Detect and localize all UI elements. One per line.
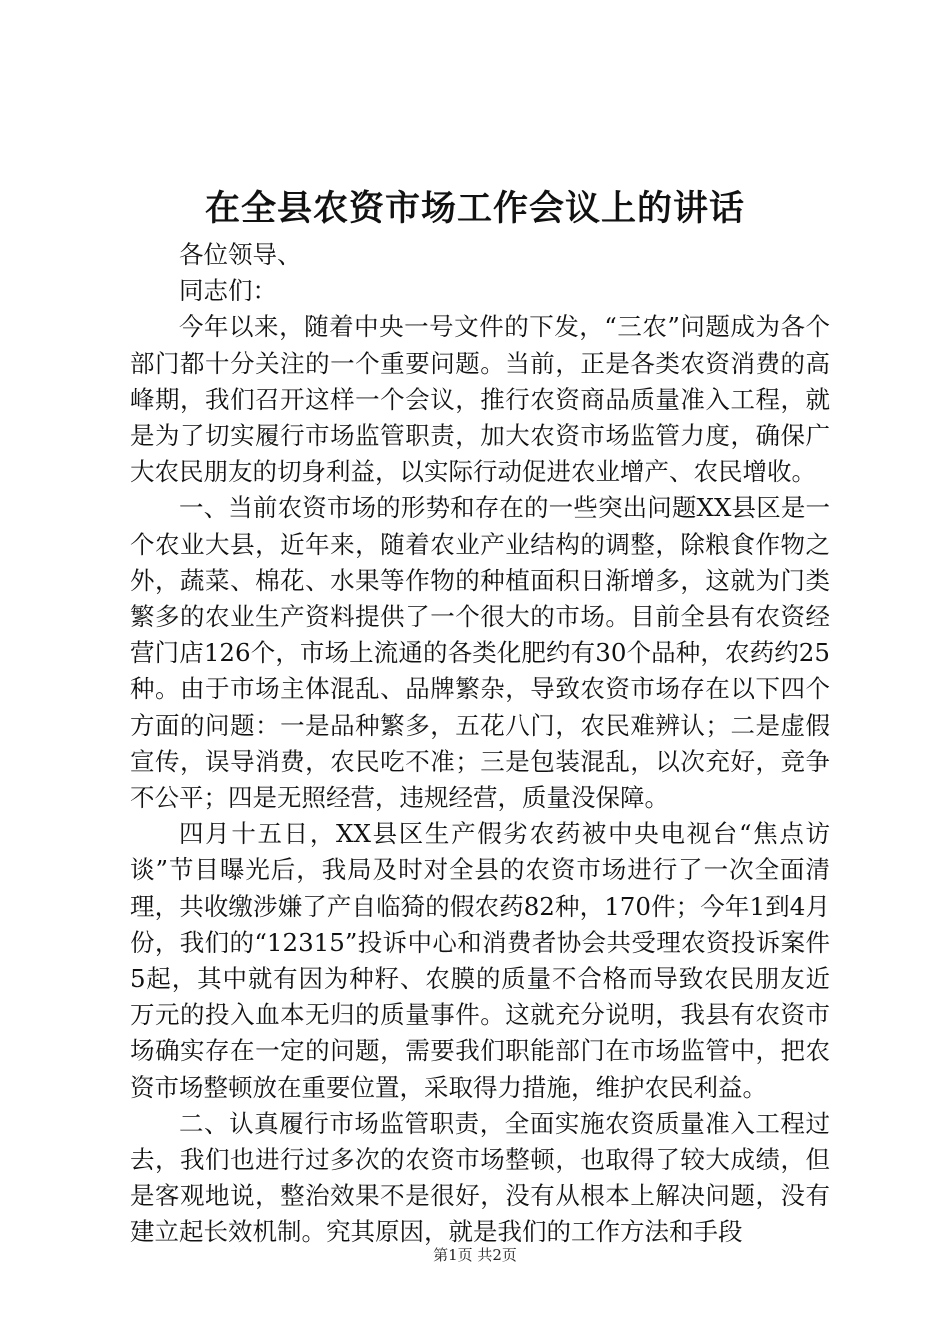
salutation-leaders: 各位领导、 <box>179 240 302 269</box>
paragraph-section-1: 一、当前农资市场的形势和存在的一些突出问题XX县区是一个农业大县，近年来，随着农业产业结构的调整，除粮食作物之外，蔬菜、棉花、水果等作物的种植面积日渐增多，这就为门类繁多的农业生产资料提供了一个很大的市场。目前全县有农资经营门店126个，市场上流通的各类化肥约有30个品种，农药约25种。由于市场主体混乱、品牌繁杂，导致农资市场存在以下四个方面的问题：一是品种繁多，五花八门，农民难辨认；二是虚假宣传，误导消费，农民吃不准；三是包装混乱，以次充好，竞争不公平；四是无照经营，违规经营，质量没保障。 <box>130 493 830 813</box>
document-title: 在全县农资市场工作会议上的讲话 <box>204 188 745 229</box>
page-footer: 第1页 共2页 <box>433 1246 517 1264</box>
paragraph-section-2: 二、认真履行市场监管职责，全面实施农资质量准入工程过去，我们也进行过多次的农资市场整顿，也取得了较大成绩，但是客观地说，整治效果不是很好，没有从根本上解决问题，没有建立起长效机制。究其原因，就是我们的工作方法和手段 <box>130 1108 830 1247</box>
document-body <box>130 237 830 1251</box>
salutation-comrades: 同志们： <box>179 276 277 306</box>
paragraph-april-incident: 四月十五日，XX县区生产假劣农药被中央电视台“焦点访谈”节目曝光后，我局及时对全县的农资市场进行了一次全面清理，共收缴涉嫌了产自临猗的假农药82种，170件；今年1到4月份，我们的“12315”投诉中心和消费者协会共受理农资投诉案件5起，其中就有因为种籽、农膜的质量不合格而导致农民朋友近万元的投入血本无归的质量事件。这就充分说明，我县有农资市场确实存在一定的问题，需要我们职能部门在市场监管中，把农资市场整顿放在重要位置，采取得力措施，维护农民利益。 <box>130 819 830 1102</box>
paragraph-intro: 今年以来，随着中央一号文件的下发，“三农”问题成为各个部门都十分关注的一个重要问题。当前，正是各类农资消费的高峰期，我们召开这样一个会议，推行农资商品质量准入工程，就是为了切实履行市场监管职责，加大农资市场监管力度，确保广大农民朋友的切身利益，以实际行动促进农业增产、农民增收。 <box>130 312 830 487</box>
